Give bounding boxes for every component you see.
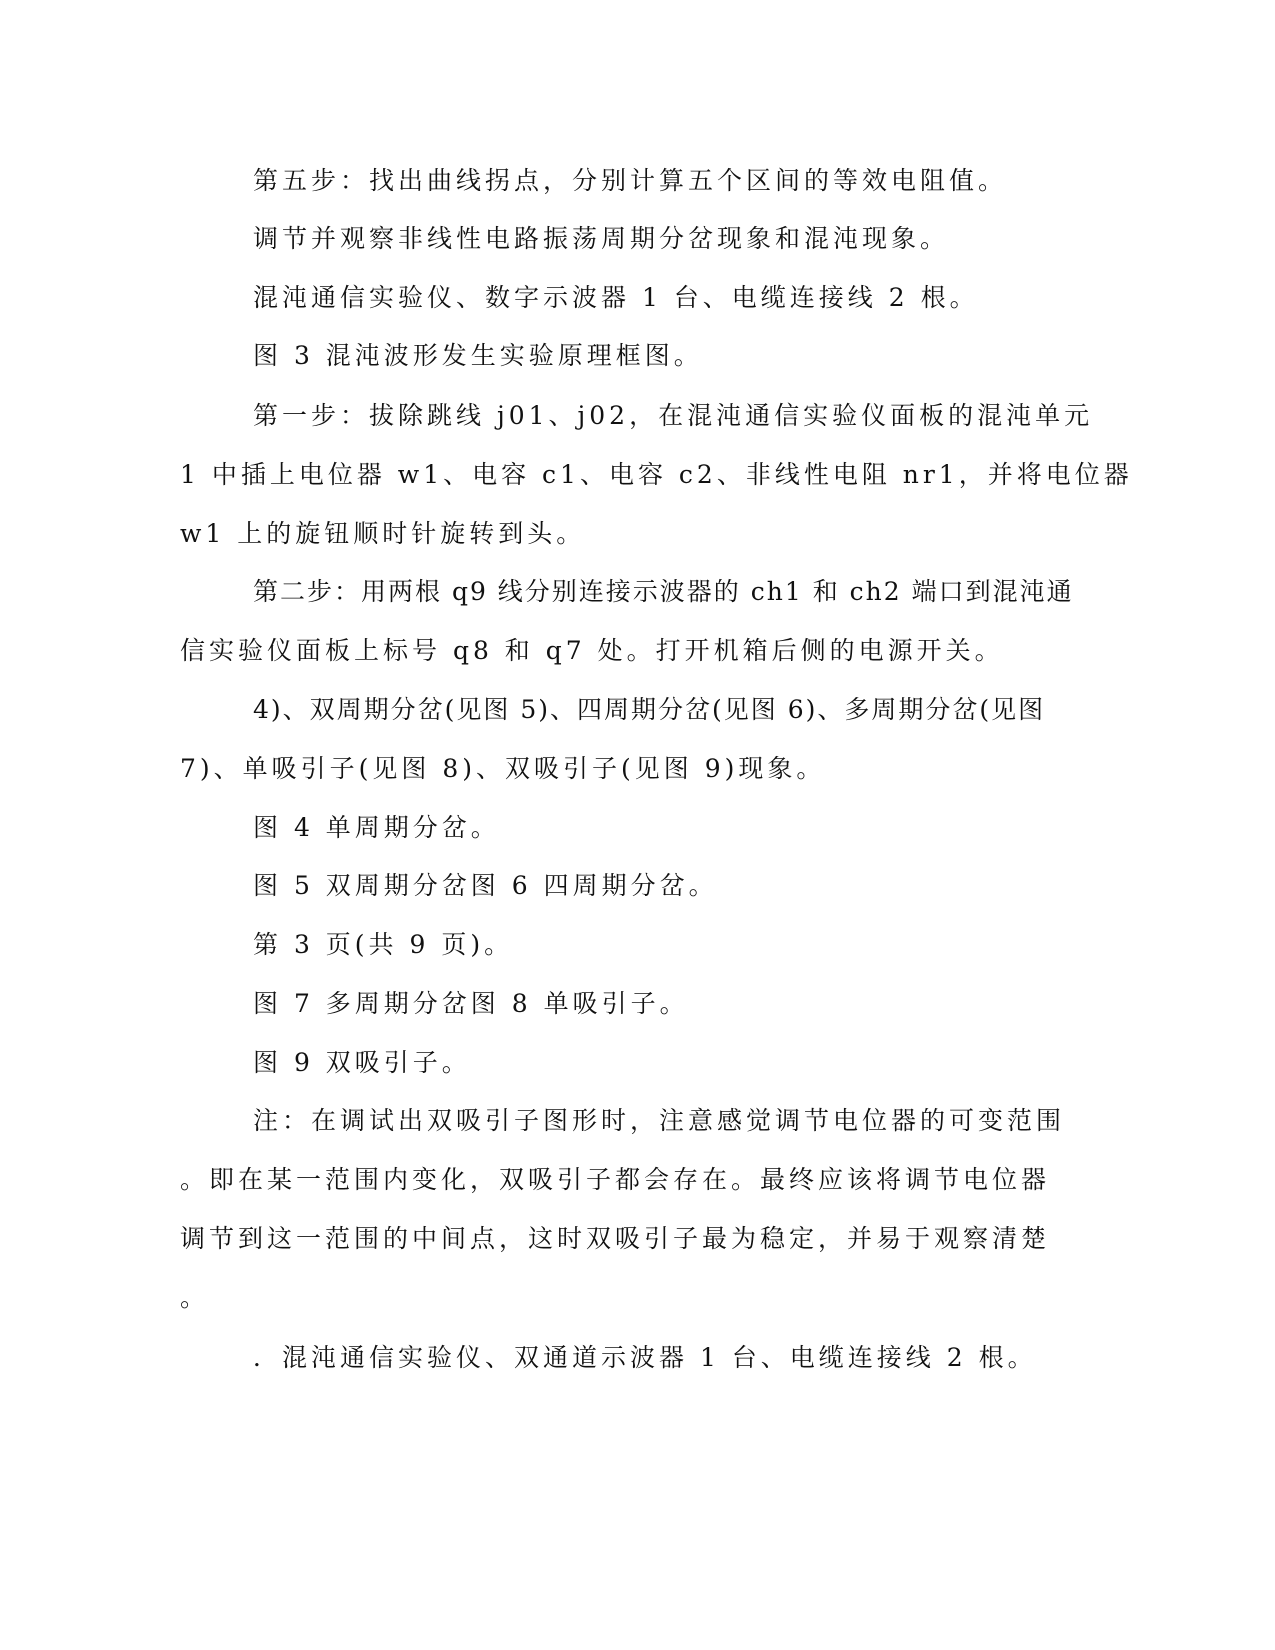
- paragraph-note-line-4: 。: [180, 1283, 210, 1312]
- paragraph-step-five: 第五步：找出曲线拐点，分别计算五个区间的等效电阻值。: [253, 166, 1008, 195]
- page-number: 第 3 页(共 9 页)。: [253, 930, 514, 959]
- paragraph-step-two-line-1: 第二步：用两根 q9 线分别连接示波器的 ch1 和 ch2 端口到混沌通: [253, 577, 1074, 606]
- paragraph-step-two-line-2: 信实验仪面板上标号 q8 和 q7 处。打开机箱后侧的电源开关。: [180, 636, 1004, 665]
- paragraph-bifurcation-line-1: 4)、双周期分岔(见图 5)、四周期分岔(见图 6)、多周期分岔(见图: [253, 695, 1046, 724]
- paragraph-figure-5-6: 图 5 双周期分岔图 6 四周期分岔。: [253, 871, 718, 900]
- paragraph-step-one-line-2: 1 中插上电位器 w1、电容 c1、电容 c2、非线性电阻 nr1，并将电位器: [180, 460, 1133, 489]
- paragraph-step-one-line-1: 第一步：拔除跳线 j01、j02，在混沌通信实验仪面板的混沌单元: [253, 401, 1094, 430]
- paragraph-note-line-2: 。即在某一范围内变化，双吸引子都会存在。最终应该将调节电位器: [180, 1165, 1051, 1194]
- paragraph-equipment-two: ．混沌通信实验仪、双通道示波器 1 台、电缆连接线 2 根。: [253, 1343, 1037, 1372]
- paragraph-step-one-line-3: w1 上的旋钮顺时针旋转到头。: [180, 519, 586, 548]
- paragraph-bifurcation-line-2: 7)、单吸引子(见图 8)、双吸引子(见图 9)现象。: [180, 754, 826, 783]
- paragraph-observe: 调节并观察非线性电路振荡周期分岔现象和混沌现象。: [253, 224, 950, 253]
- paragraph-equipment: 混沌通信实验仪、数字示波器 1 台、电缆连接线 2 根。: [253, 283, 979, 312]
- paragraph-figure-7-8: 图 7 多周期分岔图 8 单吸引子。: [253, 989, 689, 1018]
- paragraph-note-line-3: 调节到这一范围的中间点，这时双吸引子最为稳定，并易于观察清楚: [180, 1224, 1051, 1253]
- paragraph-figure-4: 图 4 单周期分岔。: [253, 813, 500, 842]
- paragraph-figure-3: 图 3 混沌波形发生实验原理框图。: [253, 341, 703, 370]
- paragraph-figure-9: 图 9 双吸引子。: [253, 1048, 471, 1077]
- paragraph-note-line-1: 注：在调试出双吸引子图形时，注意感觉调节电位器的可变范围: [253, 1106, 1066, 1135]
